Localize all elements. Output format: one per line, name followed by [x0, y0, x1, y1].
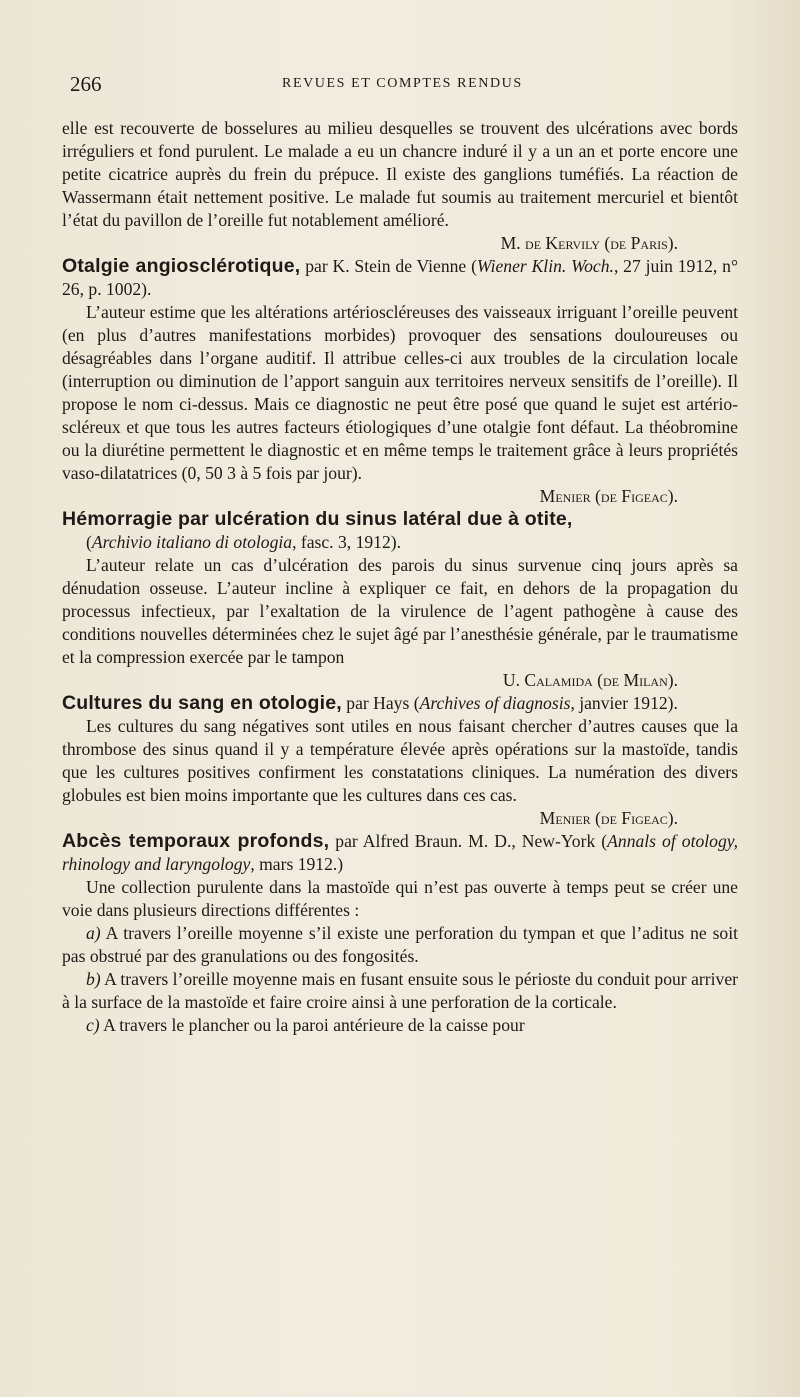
hemorragie-title: Hémorragie par ulcération du sinus latéral due à otite,	[62, 508, 573, 530]
otalgie-title: Otalgie angiosclérotique,	[62, 255, 301, 277]
page-number: 266	[70, 72, 102, 96]
section-abces	[62, 830, 738, 1037]
intro-paragraph: elle est recouverte de bosselures au milieu desquelles se trouvent des ulcérations avec bords irréguliers et fond purulent. Le malade a eu un chancre induré il y a un an et porte encore une petite cicatrice auprès du frein du prépuce. Il existe des ganglions tuméfiés. La réaction de Wassermann était nettement positive. Le malade fut soumis au traitement mercuriel et bientôt l’état du pavillon de l’oreille fut notablement amélioré.	[62, 118, 738, 230]
section-cultures	[62, 692, 738, 830]
section-hemorragie	[62, 508, 738, 692]
cultures-title: Cultures du sang en otologie,	[62, 692, 342, 714]
otalgie-heading	[62, 255, 738, 301]
abces-ref-details: , mars 1912.)	[250, 854, 344, 874]
cultures-journal: Archives of diagnosis	[419, 693, 571, 713]
cultures-heading	[62, 692, 738, 715]
hemorragie-ref-details: , fasc. 3, 1912).	[292, 532, 402, 552]
otalgie-ref-details: , 27 juin 1912, n° 26, p. 1002).	[62, 256, 738, 299]
hemorragie-signature: U. Calamida (de Milan).	[502, 670, 678, 690]
page-header	[70, 72, 730, 102]
running-head: REVUES ET COMPTES RENDUS	[282, 76, 523, 91]
intro-signature: M. de Kervily (de Paris).	[500, 233, 678, 253]
cultures-ref-details: , janvier 1912).	[570, 693, 678, 713]
cultures-signature: Menier (de Figeac).	[539, 808, 678, 828]
cultures-ref-author: par Hays (	[341, 693, 420, 713]
abces-ref-author: par Alfred Braun. M. D., New-York (	[329, 831, 608, 851]
abces-item-c: c) A travers le plancher ou la paroi antérieure de la caisse pour	[86, 1015, 525, 1035]
hemorragie-journal: Archivio italiano di otologia	[91, 532, 293, 552]
cultures-body: Les cultures du sang négatives sont utiles en nous faisant chercher d’autres causes que la thrombose des sinus quand il y a température élevée après opérations sur la mastoïde, tandis que les cultures positives confirment les constatations cliniques. La numération des divers globules est bien moins importante que les cultures dans ces cas.	[62, 716, 738, 805]
otalgie-journal: Wiener Klin. Woch.	[476, 256, 614, 276]
page-body	[62, 117, 738, 1037]
hemorragie-reference: (Archivio italiano di otologia, fasc. 3, 1912).	[86, 532, 402, 552]
otalgie-body: L’auteur estime que les altérations artérioscléreuses des vaisseaux irriguant l’oreille peuvent (en plus d’autres manifestations morbides) provoquer des sensations douloureuses ou désagréables dans l’organe auditif. Il attribue celles-ci aux troubles de la circulation locale (interruption ou diminution de l’apport sanguin aux territoires nerveux sensitifs de l’oreille). Il propose le nom ci-dessus. Mais ce diagnostic ne peut être posé que quand le sujet est artério-scléreux et que tous les autres facteurs étiologiques d’une otalgie font défaut. La théobromine ou la diurétine permettent le diagnostic et en même temps le traitement grâce à leurs propriétés vaso-dilatatrices (0, 50 3 à 5 fois par jour).	[62, 302, 738, 483]
abces-journal: Annals of otology, rhinology and laryngology	[62, 831, 738, 874]
abces-heading	[62, 830, 738, 876]
hemorragie-body: L’auteur relate un cas d’ulcération des parois du sinus survenue cinq jours après sa dénudation osseuse. L’auteur incline à expliquer ce fait, en dehors de la propagation du processus infectieux, par l’exaltation de la virulence de l’agent pathogène à cause des conditions nouvelles déterminées chez le sujet âgé par l’anesthésie générale, par le traumatisme et la compression exercée par le tampon	[62, 555, 738, 667]
abces-item-b: b) A travers l’oreille moyenne mais en fusant ensuite sous le périoste du conduit pour arriver à la surface de la mastoïde et faire croire ainsi à une perforation de la corticale.	[62, 969, 738, 1012]
section-otalgie	[62, 255, 738, 508]
otalgie-signature: Menier (de Figeac).	[539, 486, 678, 506]
otalgie-ref-author: par K. Stein de Vienne (	[300, 256, 477, 276]
abces-body: Une collection purulente dans la mastoïde qui n’est pas ouverte à temps peut se créer une voie dans plusieurs directions différentes :	[62, 877, 738, 920]
abces-item-a: a) A travers l’oreille moyenne s’il existe une perforation du tympan et que l’aditus ne soit pas obstrué par des granulations ou des fongosités.	[62, 923, 739, 966]
hemorragie-heading	[62, 508, 738, 531]
abces-title: Abcès temporaux profonds,	[62, 830, 330, 852]
